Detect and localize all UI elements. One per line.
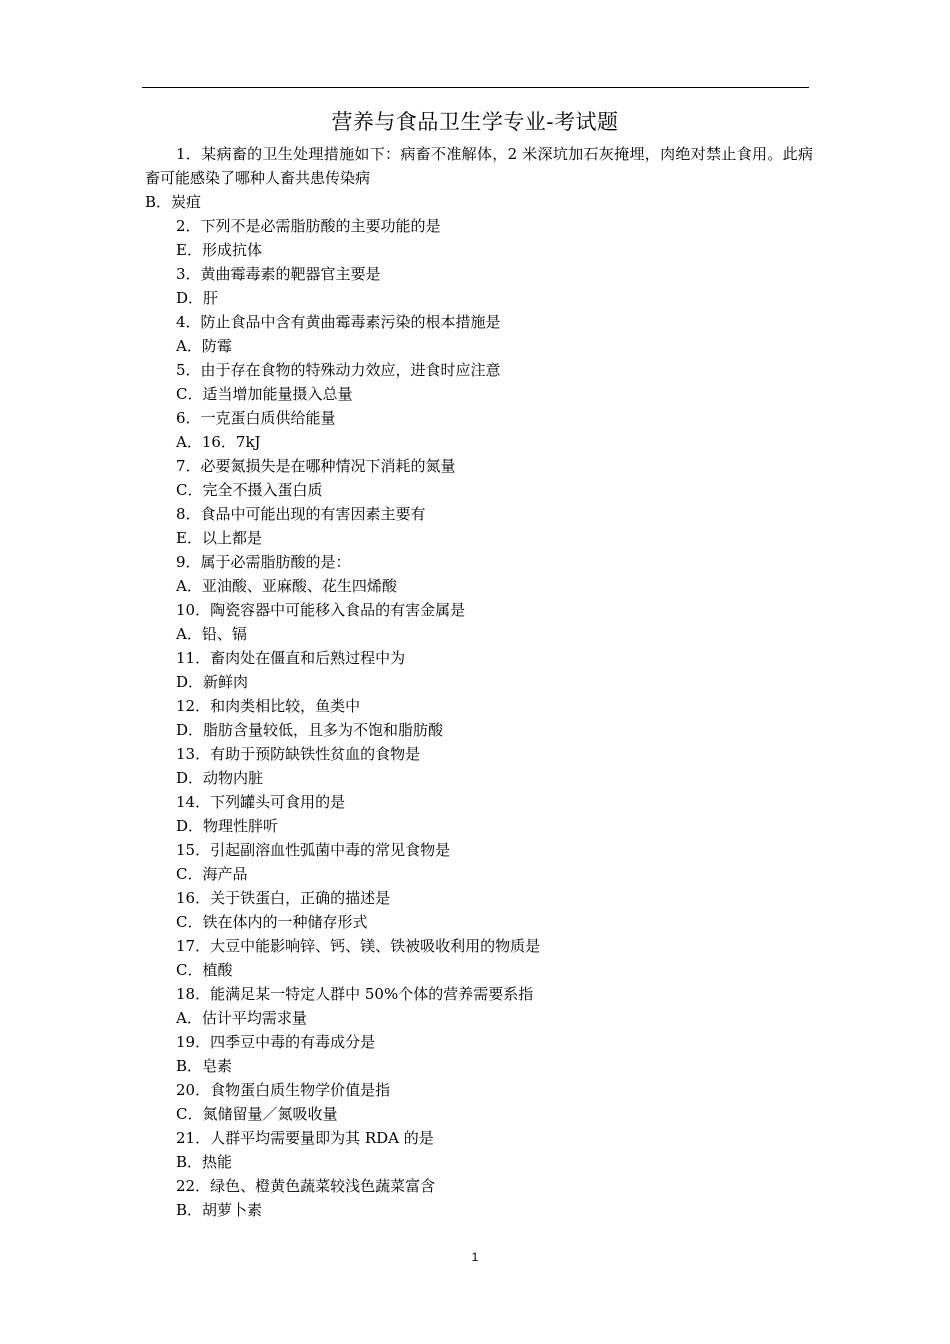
question-14: 14．下列罐头可食用的是 (176, 793, 346, 811)
question-20: 20．食物蛋白质生物学价值是指 (176, 1081, 391, 1099)
question-1: 1．某病畜的卫生处理措施如下：病畜不准解体，2 米深坑加石灰掩埋，肉绝对禁止食用。此病畜可能感染了哪种人畜共患传染病 (145, 145, 813, 187)
question-15: 15．引起副溶血性弧菌中毒的常见食物是 (176, 841, 451, 859)
question-9: 9．属于必需脂肪酸的是： (176, 553, 351, 571)
answer-6: A．16．7kJ (176, 433, 261, 451)
answer-20: C．氮储留量／氮吸收量 (176, 1105, 338, 1123)
answer-7: C．完全不摄入蛋白质 (176, 481, 323, 499)
question-19: 19．四季豆中毒的有毒成分是 (176, 1033, 376, 1051)
answer-4: A．防霉 (176, 337, 232, 355)
question-2: 2．下列不是必需脂肪酸的主要功能的是 (176, 217, 441, 235)
answer-15: C．海产品 (176, 865, 248, 883)
question-22: 22．绿色、橙黄色蔬菜较浅色蔬菜富含 (176, 1177, 436, 1195)
document-title: 营养与食品卫生学专业-考试题 (331, 110, 619, 134)
question-3: 3．黄曲霉毒素的靶器官主要是 (176, 265, 381, 283)
question-21: 21．人群平均需要量即为其 RDA 的是 (176, 1129, 434, 1147)
answer-13: D．动物内脏 (176, 769, 264, 787)
header-rule (142, 87, 809, 88)
question-12: 12．和肉类相比较，鱼类中 (176, 697, 361, 715)
answer-10: A．铅、镉 (176, 625, 247, 643)
answer-5: C．适当增加能量摄入总量 (176, 385, 353, 403)
answer-2: E．形成抗体 (176, 241, 262, 259)
question-11: 11．畜肉处在僵直和后熟过程中为 (176, 649, 406, 667)
question-8: 8．食品中可能出现的有害因素主要有 (176, 505, 426, 523)
question-17: 17．大豆中能影响锌、钙、镁、铁被吸收利用的物质是 (176, 937, 541, 955)
answer-12: D．脂肪含量较低，且多为不饱和脂肪酸 (176, 721, 444, 739)
question-18: 18．能满足某一特定人群中 50%个体的营养需要系指 (176, 985, 534, 1003)
question-4: 4．防止食品中含有黄曲霉毒素污染的根本措施是 (176, 313, 501, 331)
answer-16: C．铁在体内的一种储存形式 (176, 913, 368, 931)
answer-17: C．植酸 (176, 961, 233, 979)
question-6: 6．一克蛋白质供给能量 (176, 409, 336, 427)
question-10: 10．陶瓷容器中可能移入食品的有害金属是 (176, 601, 466, 619)
answer-11: D．新鲜肉 (176, 673, 249, 691)
question-13: 13．有助于预防缺铁性贫血的食物是 (176, 745, 421, 763)
answer-18: A．估计平均需求量 (176, 1009, 307, 1027)
answer-1: B．炭疽 (145, 193, 202, 211)
page-number: 1 (471, 1250, 479, 1264)
answer-8: E．以上都是 (176, 529, 262, 547)
question-7: 7．必要氮损失是在哪种情况下消耗的氮量 (176, 457, 456, 475)
answer-3: D．肝 (176, 289, 219, 307)
answer-21: B．热能 (176, 1153, 233, 1171)
answer-9: A．亚油酸、亚麻酸、花生四烯酸 (176, 577, 397, 595)
answer-14: D．物理性胖听 (176, 817, 279, 835)
question-5: 5．由于存在食物的特殊动力效应，进食时应注意 (176, 361, 501, 379)
answer-22: B．胡萝卜素 (176, 1201, 263, 1219)
answer-19: B．皂素 (176, 1057, 233, 1075)
question-list (145, 142, 813, 1222)
question-16: 16．关于铁蛋白，正确的描述是 (176, 889, 391, 907)
